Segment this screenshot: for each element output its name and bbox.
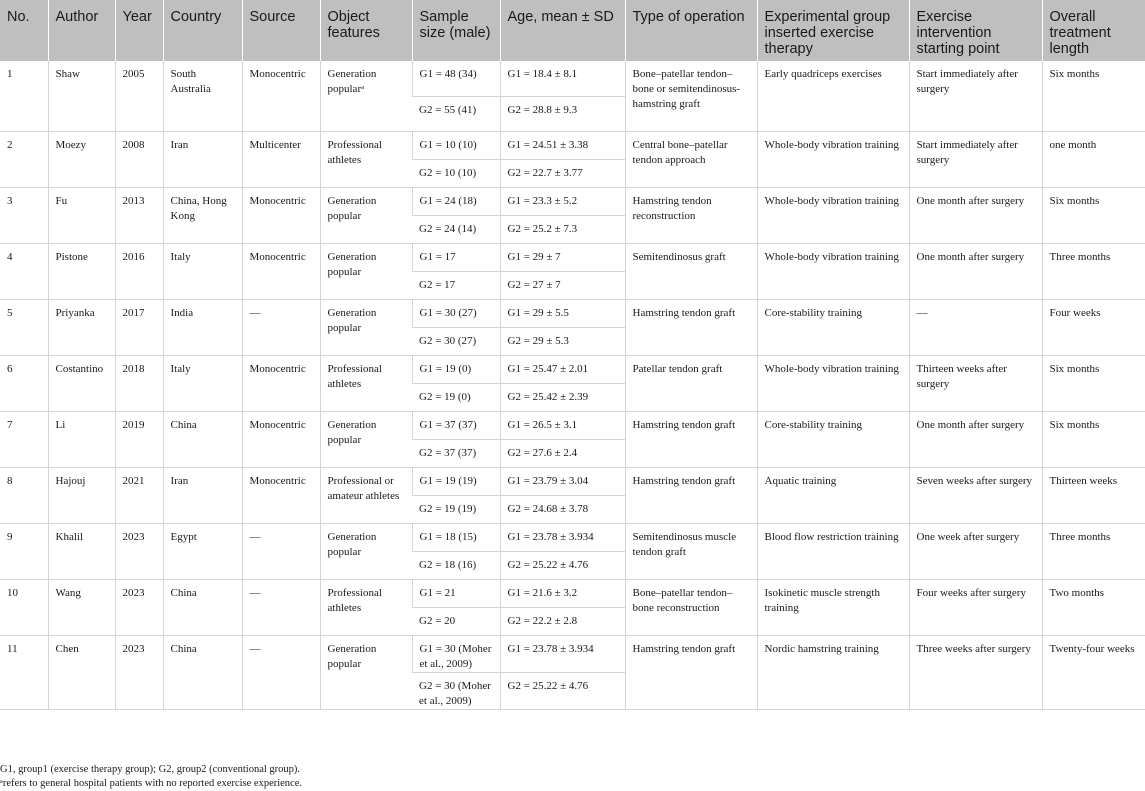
cell-year: 2023 <box>115 635 163 709</box>
cell-g1-age: G1 = 23.3 ± 5.2 <box>500 187 625 215</box>
cell-g2-age: G2 = 25.42 ± 2.39 <box>500 383 625 411</box>
cell-g1-age: G1 = 24.51 ± 3.38 <box>500 131 625 159</box>
table-row <box>0 299 1145 327</box>
cell-intervention-start: Four weeks after surgery <box>909 579 1042 635</box>
cell-operation-type: Semitendinosus graft <box>625 243 757 299</box>
cell-intervention-start: Seven weeks after surgery <box>909 467 1042 523</box>
header-country: Country <box>163 0 242 61</box>
header-object-features: Object features <box>320 0 412 61</box>
cell-operation-type: Hamstring tendon graft <box>625 467 757 523</box>
cell-g2-sample-size: G2 = 55 (41) <box>412 96 500 131</box>
cell-g2-sample-size: G2 = 24 (14) <box>412 215 500 243</box>
cell-year: 2023 <box>115 579 163 635</box>
cell-g1-sample-size: G1 = 37 (37) <box>412 411 500 439</box>
header-source: Source <box>242 0 320 61</box>
cell-g1-sample-size: G1 = 30 (Moher et al., 2009) <box>412 635 500 672</box>
cell-author: Khalil <box>48 523 115 579</box>
cell-year: 2019 <box>115 411 163 467</box>
cell-treatment-length: Six months <box>1042 411 1145 467</box>
cell-number: 7 <box>0 411 48 467</box>
cell-source: — <box>242 523 320 579</box>
header-age: Age, mean ± SD <box>500 0 625 61</box>
cell-exercise-therapy: Whole-body vibration training <box>757 355 909 411</box>
cell-operation-type: Bone–patellar tendon–bone or semitendinosus-hamstring graft <box>625 61 757 131</box>
cell-g1-sample-size: G1 = 48 (34) <box>412 61 500 96</box>
cell-exercise-therapy: Aquatic training <box>757 467 909 523</box>
cell-g2-age: G2 = 25.22 ± 4.76 <box>500 551 625 579</box>
cell-g2-sample-size: G2 = 37 (37) <box>412 439 500 467</box>
cell-source: Monocentric <box>242 61 320 131</box>
cell-object-features: Generation popular <box>320 187 412 243</box>
table-row <box>0 635 1145 672</box>
cell-treatment-length: Four weeks <box>1042 299 1145 355</box>
cell-g2-age: G2 = 28.8 ± 9.3 <box>500 96 625 131</box>
header-operation-type: Type of operation <box>625 0 757 61</box>
cell-exercise-therapy: Early quadriceps exercises <box>757 61 909 131</box>
cell-intervention-start: Start immediately after surgery <box>909 131 1042 187</box>
cell-g1-sample-size: G1 = 19 (19) <box>412 467 500 495</box>
cell-object-features: Professional athletes <box>320 579 412 635</box>
cell-g2-age: G2 = 27.6 ± 2.4 <box>500 439 625 467</box>
cell-g1-age: G1 = 18.4 ± 8.1 <box>500 61 625 96</box>
cell-exercise-therapy: Whole-body vibration training <box>757 131 909 187</box>
cell-exercise-therapy: Blood flow restriction training <box>757 523 909 579</box>
cell-g2-sample-size: G2 = 19 (0) <box>412 383 500 411</box>
cell-source: Monocentric <box>242 467 320 523</box>
cell-year: 2008 <box>115 131 163 187</box>
cell-author: Fu <box>48 187 115 243</box>
cell-treatment-length: one month <box>1042 131 1145 187</box>
cell-number: 3 <box>0 187 48 243</box>
cell-g1-sample-size: G1 = 17 <box>412 243 500 271</box>
cell-source: Monocentric <box>242 411 320 467</box>
header-exercise-therapy: Experimental group inserted exercise therapy <box>757 0 909 61</box>
header-year: Year <box>115 0 163 61</box>
cell-source: — <box>242 635 320 709</box>
cell-number: 8 <box>0 467 48 523</box>
footnote-superscript-a: ᵃrefers to general hospital patients with no reported exercise experience. <box>0 778 302 789</box>
cell-treatment-length: Six months <box>1042 355 1145 411</box>
cell-operation-type: Semitendinosus muscle tendon graft <box>625 523 757 579</box>
cell-exercise-therapy: Core-stability training <box>757 299 909 355</box>
cell-object-features: Professional or amateur athletes <box>320 467 412 523</box>
cell-operation-type: Hamstring tendon reconstruction <box>625 187 757 243</box>
cell-g1-age: G1 = 23.78 ± 3.934 <box>500 523 625 551</box>
cell-g1-sample-size: G1 = 19 (0) <box>412 355 500 383</box>
cell-g2-age: G2 = 22.2 ± 2.8 <box>500 607 625 635</box>
header-row <box>0 0 1145 61</box>
cell-year: 2021 <box>115 467 163 523</box>
cell-author: Li <box>48 411 115 467</box>
cell-object-features: Generation popular <box>320 635 412 709</box>
cell-author: Priyanka <box>48 299 115 355</box>
cell-exercise-therapy: Core-stability training <box>757 411 909 467</box>
table-row <box>0 523 1145 551</box>
cell-intervention-start: Start immediately after surgery <box>909 61 1042 131</box>
cell-treatment-length: Three months <box>1042 523 1145 579</box>
cell-object-features: Professional athletes <box>320 131 412 187</box>
cell-country: Iran <box>163 131 242 187</box>
cell-number: 4 <box>0 243 48 299</box>
cell-treatment-length: Three months <box>1042 243 1145 299</box>
header-intervention-start: Exercise intervention starting point <box>909 0 1042 61</box>
cell-country: South Australia <box>163 61 242 131</box>
cell-g2-age: G2 = 29 ± 5.3 <box>500 327 625 355</box>
header-author: Author <box>48 0 115 61</box>
cell-year: 2023 <box>115 523 163 579</box>
cell-country: China <box>163 579 242 635</box>
table-row <box>0 355 1145 383</box>
cell-country: China <box>163 411 242 467</box>
cell-year: 2013 <box>115 187 163 243</box>
cell-country: Italy <box>163 243 242 299</box>
footnote-groups: G1, group1 (exercise therapy group); G2, group2 (conventional group). <box>0 764 301 775</box>
cell-intervention-start: Thirteen weeks after surgery <box>909 355 1042 411</box>
cell-operation-type: Central bone–patellar tendon approach <box>625 131 757 187</box>
table-row <box>0 61 1145 96</box>
cell-g2-sample-size: G2 = 18 (16) <box>412 551 500 579</box>
cell-country: China <box>163 635 242 709</box>
cell-treatment-length: Six months <box>1042 187 1145 243</box>
cell-number: 1 <box>0 61 48 131</box>
cell-exercise-therapy: Isokinetic muscle strength training <box>757 579 909 635</box>
cell-country: India <box>163 299 242 355</box>
cell-country: Egypt <box>163 523 242 579</box>
table-row <box>0 243 1145 271</box>
cell-author: Shaw <box>48 61 115 131</box>
cell-object-features: Generation popularᵃ <box>320 61 412 131</box>
cell-number: 10 <box>0 579 48 635</box>
cell-g2-sample-size: G2 = 30 (Moher et al., 2009) <box>412 672 500 709</box>
cell-number: 6 <box>0 355 48 411</box>
cell-year: 2016 <box>115 243 163 299</box>
cell-g1-sample-size: G1 = 30 (27) <box>412 299 500 327</box>
cell-g2-sample-size: G2 = 30 (27) <box>412 327 500 355</box>
table-row <box>0 411 1145 439</box>
cell-exercise-therapy: Whole-body vibration training <box>757 187 909 243</box>
cell-g2-sample-size: G2 = 20 <box>412 607 500 635</box>
cell-object-features: Generation popular <box>320 299 412 355</box>
cell-intervention-start: One month after surgery <box>909 411 1042 467</box>
cell-object-features: Generation popular <box>320 243 412 299</box>
cell-g1-age: G1 = 26.5 ± 3.1 <box>500 411 625 439</box>
table-row <box>0 467 1145 495</box>
cell-g1-age: G1 = 25.47 ± 2.01 <box>500 355 625 383</box>
cell-source: Monocentric <box>242 243 320 299</box>
cell-g1-age: G1 = 29 ± 5.5 <box>500 299 625 327</box>
cell-g2-age: G2 = 25.22 ± 4.76 <box>500 672 625 709</box>
cell-g2-age: G2 = 22.7 ± 3.77 <box>500 159 625 187</box>
cell-g2-sample-size: G2 = 19 (19) <box>412 495 500 523</box>
cell-operation-type: Patellar tendon graft <box>625 355 757 411</box>
cell-country: China, Hong Kong <box>163 187 242 243</box>
cell-object-features: Generation popular <box>320 523 412 579</box>
cell-number: 11 <box>0 635 48 709</box>
table-footnotes <box>0 763 302 791</box>
cell-exercise-therapy: Nordic hamstring training <box>757 635 909 709</box>
cell-author: Costantino <box>48 355 115 411</box>
cell-intervention-start: — <box>909 299 1042 355</box>
table-row <box>0 187 1145 215</box>
cell-year: 2018 <box>115 355 163 411</box>
header-treatment-length: Overall treatment length <box>1042 0 1145 61</box>
cell-g2-age: G2 = 25.2 ± 7.3 <box>500 215 625 243</box>
header-sample-size: Sample size (male) <box>412 0 500 61</box>
cell-g2-age: G2 = 27 ± 7 <box>500 271 625 299</box>
cell-treatment-length: Thirteen weeks <box>1042 467 1145 523</box>
cell-intervention-start: One week after surgery <box>909 523 1042 579</box>
cell-source: — <box>242 579 320 635</box>
cell-g1-sample-size: G1 = 18 (15) <box>412 523 500 551</box>
cell-g2-sample-size: G2 = 17 <box>412 271 500 299</box>
cell-treatment-length: Six months <box>1042 61 1145 131</box>
cell-object-features: Professional athletes <box>320 355 412 411</box>
cell-g1-sample-size: G1 = 24 (18) <box>412 187 500 215</box>
cell-operation-type: Hamstring tendon graft <box>625 635 757 709</box>
cell-g1-age: G1 = 21.6 ± 3.2 <box>500 579 625 607</box>
cell-number: 9 <box>0 523 48 579</box>
cell-g2-age: G2 = 24.68 ± 3.78 <box>500 495 625 523</box>
cell-operation-type: Hamstring tendon graft <box>625 299 757 355</box>
cell-source: — <box>242 299 320 355</box>
cell-g2-sample-size: G2 = 10 (10) <box>412 159 500 187</box>
cell-year: 2005 <box>115 61 163 131</box>
cell-g1-age: G1 = 23.79 ± 3.04 <box>500 467 625 495</box>
cell-number: 2 <box>0 131 48 187</box>
cell-treatment-length: Two months <box>1042 579 1145 635</box>
cell-author: Moezy <box>48 131 115 187</box>
cell-intervention-start: One month after surgery <box>909 243 1042 299</box>
cell-intervention-start: Three weeks after surgery <box>909 635 1042 709</box>
cell-g1-age: G1 = 29 ± 7 <box>500 243 625 271</box>
cell-g1-sample-size: G1 = 21 <box>412 579 500 607</box>
cell-author: Hajouj <box>48 467 115 523</box>
cell-author: Wang <box>48 579 115 635</box>
cell-source: Monocentric <box>242 355 320 411</box>
cell-author: Chen <box>48 635 115 709</box>
cell-operation-type: Hamstring tendon graft <box>625 411 757 467</box>
cell-operation-type: Bone–patellar tendon–bone reconstruction <box>625 579 757 635</box>
table-row <box>0 131 1145 159</box>
cell-exercise-therapy: Whole-body vibration training <box>757 243 909 299</box>
cell-number: 5 <box>0 299 48 355</box>
cell-country: Italy <box>163 355 242 411</box>
cell-g1-sample-size: G1 = 10 (10) <box>412 131 500 159</box>
cell-source: Monocentric <box>242 187 320 243</box>
cell-treatment-length: Twenty-four weeks <box>1042 635 1145 709</box>
table-row <box>0 579 1145 607</box>
cell-g1-age: G1 = 23.78 ± 3.934 <box>500 635 625 672</box>
cell-year: 2017 <box>115 299 163 355</box>
header-no: No. <box>0 0 48 61</box>
cell-country: Iran <box>163 467 242 523</box>
cell-intervention-start: One month after surgery <box>909 187 1042 243</box>
cell-source: Multicenter <box>242 131 320 187</box>
cell-author: Pistone <box>48 243 115 299</box>
cell-object-features: Generation popular <box>320 411 412 467</box>
